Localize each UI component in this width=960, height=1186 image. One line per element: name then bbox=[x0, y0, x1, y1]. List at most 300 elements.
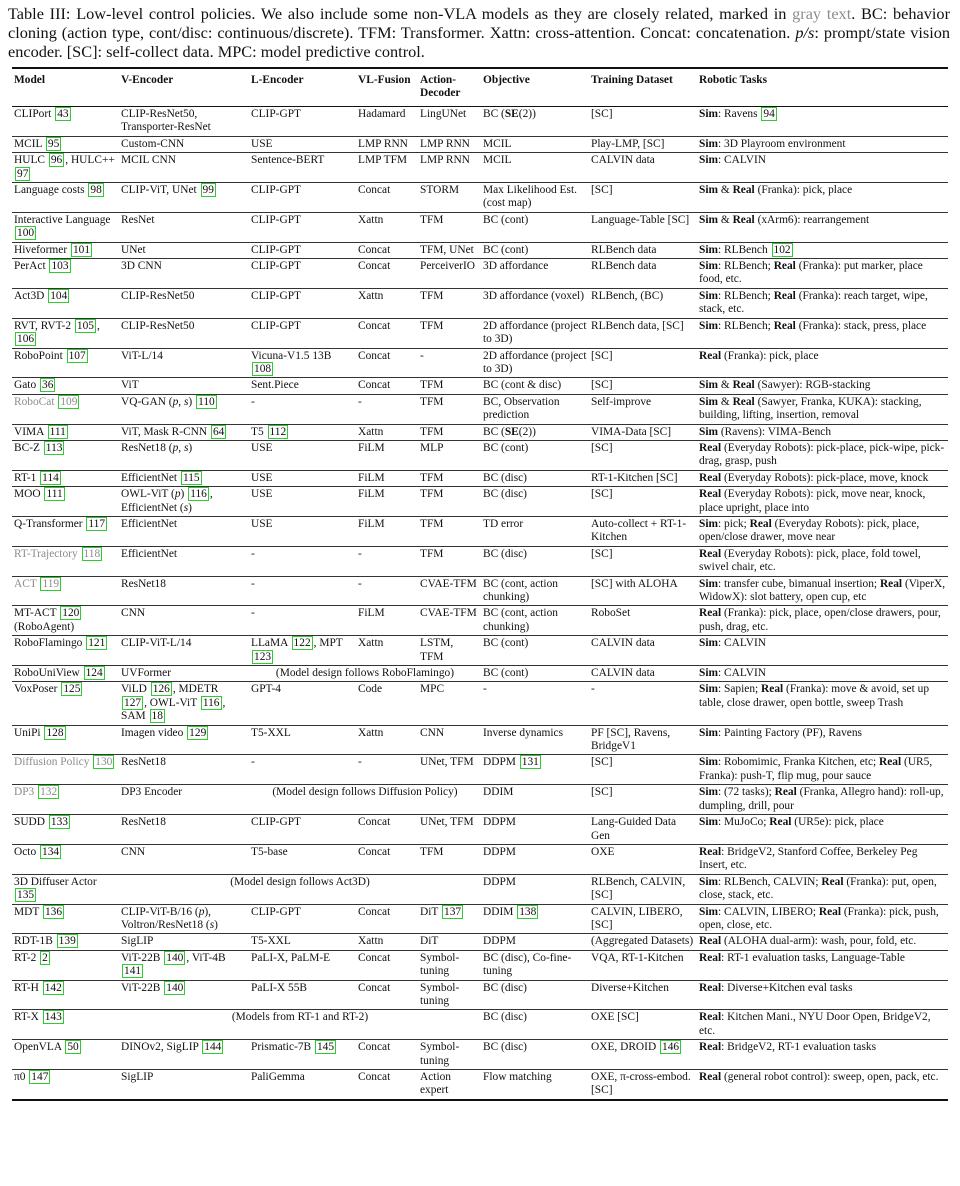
cell-l-encoder: T5-XXL bbox=[251, 726, 291, 739]
cell-model: VIMA 111 bbox=[14, 425, 66, 438]
cell-model: RDT-1B 139 bbox=[14, 935, 76, 948]
cell-v-encoder: Imagen video 129 bbox=[121, 726, 207, 739]
cell-model: RT-Trajectory 118 bbox=[14, 547, 101, 560]
cell-action-decoder: LMP RNN bbox=[420, 154, 470, 167]
cell-action-decoder: CNN bbox=[420, 726, 445, 739]
table-row bbox=[12, 815, 948, 845]
cell-objective: 2D affordance (project to 3D) bbox=[483, 349, 587, 375]
cell-objective: DDIM bbox=[483, 786, 514, 799]
table-row bbox=[12, 950, 948, 980]
cell-model: MCIL 95 bbox=[14, 137, 60, 150]
cell-action-decoder: DiT bbox=[420, 935, 439, 948]
cell-training-dataset: [SC] bbox=[591, 547, 613, 560]
cell-robotic-tasks: Real: Diverse+Kitchen eval tasks bbox=[699, 981, 853, 994]
cell-model: Q-Transformer 117 bbox=[14, 517, 106, 530]
cell-training-dataset: PF [SC], Ravens, BridgeV1 bbox=[591, 726, 671, 753]
cell-vl-fusion: FiLM bbox=[358, 471, 385, 484]
cell-action-decoder: TFM bbox=[420, 379, 444, 392]
cell-v-encoder: CLIP-ViT-B/16 (p), Voltron/ResNet18 (s) bbox=[121, 905, 218, 931]
cell-l-encoder: - bbox=[251, 756, 255, 769]
cell-action-decoder: CVAE-TFM bbox=[420, 577, 477, 590]
cell-robotic-tasks: Sim: transfer cube, bimanual insertion; Real (ViperX, WidowX): slot battery, open cup, etc bbox=[699, 577, 946, 603]
table-row bbox=[12, 242, 948, 258]
cell-l-encoder: T5 112 bbox=[251, 425, 287, 438]
caption-ps: p/s bbox=[795, 23, 815, 42]
table-row bbox=[12, 107, 948, 137]
cell-v-encoder: OWL-ViT (p) 116 , EfficientNet (s) bbox=[121, 488, 213, 514]
table-row bbox=[12, 516, 948, 546]
cell-action-decoder: LMP RNN bbox=[420, 137, 470, 150]
cell-vl-fusion: Xattn bbox=[358, 637, 384, 650]
cell-model: SUDD 133 bbox=[14, 816, 68, 829]
cell-model: RoboCat 109 bbox=[14, 395, 78, 408]
cell-vl-fusion: FiLM bbox=[358, 488, 385, 501]
cell-v-encoder: ResNet18 bbox=[121, 756, 166, 769]
cell-objective: BC (cont) bbox=[483, 441, 529, 454]
cell-vl-fusion: Concat bbox=[358, 260, 391, 273]
cell-training-dataset: Play-LMP, [SC] bbox=[591, 137, 665, 150]
cell-training-dataset: Language-Table [SC] bbox=[591, 213, 690, 226]
cell-model: RoboPoint 107 bbox=[14, 349, 86, 362]
cell-training-dataset: CALVIN data bbox=[591, 667, 655, 680]
cell-action-decoder: TFM bbox=[420, 213, 444, 226]
cell-training-dataset: RLBench, CALVIN, [SC] bbox=[591, 875, 686, 902]
cell-model: RVT, RVT-2 105 , 106 bbox=[14, 319, 100, 346]
cell-objective: Inverse dynamics bbox=[483, 726, 564, 739]
cell-v-encoder: ViT-22B 140 bbox=[121, 981, 184, 994]
cell-training-dataset: [SC] bbox=[591, 786, 613, 799]
cell-robotic-tasks: Real: RT-1 evaluation tasks, Language-Table bbox=[699, 951, 905, 964]
cell-training-dataset: [SC] bbox=[591, 756, 613, 769]
cell-design-note: (Model design follows Act3D) bbox=[230, 875, 370, 888]
cell-model: Interactive Language 100 bbox=[14, 213, 111, 240]
cell-model: ACT 119 bbox=[14, 577, 60, 590]
cell-l-encoder: Prismatic-7B 145 bbox=[251, 1041, 335, 1054]
table-row bbox=[12, 934, 948, 950]
cell-vl-fusion: Concat bbox=[358, 1071, 391, 1083]
cell-vl-fusion: FiLM bbox=[358, 607, 385, 620]
cell-training-dataset: CALVIN data bbox=[591, 637, 655, 650]
cell-v-encoder: CLIP-ViT-L/14 bbox=[121, 637, 192, 650]
cell-action-decoder: Symbol-tuning bbox=[420, 1041, 460, 1067]
cell-model: CLIPort 43 bbox=[14, 108, 69, 120]
cell-training-dataset: VQA, RT-1-Kitchen bbox=[591, 951, 684, 964]
cell-v-encoder: ViT, Mask R-CNN 64 bbox=[121, 425, 225, 438]
cell-vl-fusion: Concat bbox=[358, 243, 391, 256]
cell-action-decoder: UNet, TFM bbox=[420, 756, 474, 769]
cell-robotic-tasks: Sim: CALVIN bbox=[699, 154, 766, 167]
table-caption: Table III: Low-level control policies. We also include some non-VLA models as they are closely related, marked in gray text. BC: behavior cloning (action type, cont/disc: continuous/discrete). TFM: Transformer. Xattn: cross-attention. Concat: concatenation. p/s: prompt/state vision encoder. [SC]: self-collect data. MPC: model predictive control. bbox=[8, 4, 951, 61]
cell-objective: DDPM bbox=[483, 816, 516, 829]
cell-v-encoder: EfficientNet 115 bbox=[121, 471, 200, 484]
cell-training-dataset: OXE, DROID 146 bbox=[591, 1041, 680, 1054]
cell-objective: BC (SE(2)) bbox=[483, 108, 536, 120]
table-row bbox=[12, 212, 948, 242]
cell-v-encoder: SigLIP bbox=[121, 1071, 154, 1083]
cell-training-dataset: [SC] bbox=[591, 108, 613, 120]
cell-training-dataset: [SC] bbox=[591, 349, 613, 362]
cell-robotic-tasks: Sim: MuJoCo; Real (UR5e): pick, place bbox=[699, 816, 884, 829]
cell-l-encoder: T5-base bbox=[251, 845, 288, 858]
cell-l-encoder: USE bbox=[251, 488, 273, 501]
table-row bbox=[12, 470, 948, 486]
cell-robotic-tasks: Sim: Painting Factory (PF), Ravens bbox=[699, 726, 862, 739]
cell-model: Diffusion Policy 130 bbox=[14, 756, 113, 769]
cell-action-decoder: TFM bbox=[420, 488, 444, 501]
table-row bbox=[12, 136, 948, 152]
cell-training-dataset: [SC] bbox=[591, 488, 613, 501]
table-row bbox=[12, 980, 948, 1010]
cell-objective: 3D affordance bbox=[483, 260, 549, 273]
cell-objective: BC (disc) bbox=[483, 471, 527, 484]
cell-vl-fusion: LMP TFM bbox=[358, 154, 408, 167]
cell-vl-fusion: LMP RNN bbox=[358, 137, 408, 150]
table-row bbox=[12, 874, 948, 904]
cell-objective: BC (cont, action chunking) bbox=[483, 607, 558, 633]
cell-v-encoder: Custom-CNN bbox=[121, 137, 185, 150]
cell-robotic-tasks: Sim (Ravens): VIMA-Bench bbox=[699, 425, 832, 438]
cell-objective: BC (cont) bbox=[483, 243, 529, 256]
cell-training-dataset: RLBench data, [SC] bbox=[591, 319, 684, 332]
table-row bbox=[12, 636, 948, 666]
table-row bbox=[12, 606, 948, 636]
cell-training-dataset: Auto-collect + RT-1-Kitchen bbox=[591, 517, 687, 544]
cell-vl-fusion: Concat bbox=[358, 184, 391, 197]
header-robotic-tasks: Robotic Tasks bbox=[699, 74, 768, 86]
cell-objective: BC (disc) bbox=[483, 488, 527, 501]
cell-v-encoder: ResNet18 bbox=[121, 577, 166, 590]
cell-training-dataset: Self-improve bbox=[591, 395, 652, 408]
table-row bbox=[12, 288, 948, 318]
cell-robotic-tasks: Sim: CALVIN, LIBERO; Real (Franka): pick, push, open, close, etc. bbox=[699, 905, 939, 931]
cell-design-note: (Models from RT-1 and RT-2) bbox=[231, 1011, 369, 1024]
cell-model: BC-Z 113 bbox=[14, 441, 63, 454]
table-row bbox=[12, 440, 948, 470]
cell-action-decoder: Symbol-tuning bbox=[420, 951, 460, 978]
cell-robotic-tasks: Real: Kitchen Mani., NYU Door Open, BridgeV2, etc. bbox=[699, 1011, 931, 1037]
table-row bbox=[12, 1040, 948, 1070]
cell-action-decoder: LSTM, TFM bbox=[420, 637, 454, 663]
cell-v-encoder: UNet bbox=[121, 243, 146, 256]
cell-v-encoder: CNN bbox=[121, 845, 146, 858]
cell-robotic-tasks: Real (Everyday Robots): pick-place, move, knock bbox=[699, 471, 929, 484]
table-row bbox=[12, 424, 948, 440]
cell-l-encoder: Sent.Piece bbox=[251, 379, 299, 392]
cell-vl-fusion: Concat bbox=[358, 379, 391, 392]
cell-v-encoder: ViT-L/14 bbox=[121, 349, 163, 362]
cell-v-encoder: ViT-22B 140 , ViT-4B 141 bbox=[121, 951, 226, 978]
cell-objective: BC (cont, action chunking) bbox=[483, 577, 558, 603]
cell-l-encoder: CLIP-GPT bbox=[251, 905, 301, 918]
cell-v-encoder: DINOv2, SigLIP 144 bbox=[121, 1041, 222, 1054]
cell-l-encoder: PaliGemma bbox=[251, 1071, 305, 1083]
header-vl-fusion: VL-Fusion bbox=[358, 74, 411, 86]
cell-robotic-tasks: Real (ALOHA dual-arm): wash, pour, fold, etc. bbox=[699, 935, 917, 948]
cell-action-decoder: - bbox=[420, 349, 424, 362]
cell-l-encoder: PaLI-X 55B bbox=[251, 981, 307, 994]
cell-vl-fusion: Xattn bbox=[358, 213, 384, 226]
cell-design-note: (Model design follows RoboFlamingo) bbox=[275, 667, 455, 680]
cell-robotic-tasks: Sim: CALVIN bbox=[699, 637, 766, 650]
cell-robotic-tasks: Sim: RLBench; Real (Franka): reach target, wipe, stack, etc. bbox=[699, 289, 928, 316]
cell-robotic-tasks: Real (Franka): pick, place, open/close drawers, pour, push, drag, etc. bbox=[699, 607, 941, 633]
cell-action-decoder: Action expert bbox=[420, 1071, 452, 1097]
cell-objective: BC (disc), Co-fine-tuning bbox=[483, 951, 572, 978]
cell-model: Act3D 104 bbox=[14, 289, 68, 302]
cell-v-encoder: 3D CNN bbox=[121, 260, 162, 273]
cell-robotic-tasks: Real (Franka): pick, place bbox=[699, 349, 819, 362]
cell-v-encoder: CLIP-ViT, UNet 99 bbox=[121, 184, 214, 197]
cell-objective: BC (disc) bbox=[483, 1011, 527, 1024]
cell-robotic-tasks: Sim & Real (Sawyer): RGB-stacking bbox=[699, 379, 871, 392]
cell-l-encoder: PaLI-X, PaLM-E bbox=[251, 951, 331, 964]
cell-training-dataset: (Aggregated Datasets) bbox=[591, 935, 694, 948]
cell-training-dataset: RLBench data bbox=[591, 243, 657, 256]
cell-vl-fusion: Xattn bbox=[358, 935, 384, 948]
table-row bbox=[12, 666, 948, 682]
cell-objective: BC, Observation prediction bbox=[483, 395, 560, 422]
cell-v-encoder: CNN bbox=[121, 607, 146, 620]
cell-objective: Flow matching bbox=[483, 1071, 552, 1083]
table-row bbox=[12, 183, 948, 213]
low-level-control-table bbox=[12, 67, 948, 1101]
cell-robotic-tasks: Real (Everyday Robots): pick, place, fold towel, swivel chair, etc. bbox=[699, 547, 921, 574]
cell-vl-fusion: - bbox=[358, 756, 362, 769]
cell-action-decoder: TFM bbox=[420, 395, 444, 408]
cell-objective: BC (cont) bbox=[483, 667, 529, 680]
cell-training-dataset: RT-1-Kitchen [SC] bbox=[591, 471, 678, 484]
cell-robotic-tasks: Sim: RLBench, CALVIN; Real (Franka): put, open, close, stack, etc. bbox=[699, 875, 937, 902]
cell-robotic-tasks: Real: BridgeV2, Stanford Coffee, Berkeley Peg Insert, etc. bbox=[699, 845, 918, 872]
cell-action-decoder: TFM bbox=[420, 319, 444, 332]
cell-v-encoder: CLIP-ResNet50 bbox=[121, 319, 195, 332]
cell-robotic-tasks: Sim: RLBench; Real (Franka): put marker, place food, etc. bbox=[699, 260, 923, 286]
cell-robotic-tasks: Sim: (72 tasks); Real (Franka, Allegro hand): roll-up, dumpling, drill, pour bbox=[699, 786, 944, 812]
header-objective: Objective bbox=[483, 74, 530, 86]
table-header-row bbox=[12, 68, 948, 107]
header-l-encoder: L-Encoder bbox=[251, 74, 304, 86]
cell-model: UniPi 128 bbox=[14, 726, 64, 739]
cell-robotic-tasks: Real (general robot control): sweep, open, pack, etc. bbox=[699, 1071, 939, 1083]
cell-action-decoder: TFM bbox=[420, 471, 444, 484]
cell-vl-fusion: Xattn bbox=[358, 289, 384, 302]
cell-objective: DDPM 131 bbox=[483, 756, 539, 769]
table-row bbox=[12, 904, 948, 934]
cell-robotic-tasks: Sim: CALVIN bbox=[699, 667, 766, 680]
cell-objective: DDPM bbox=[483, 935, 516, 948]
cell-objective: BC (cont & disc) bbox=[483, 379, 562, 392]
cell-v-encoder: EfficientNet bbox=[121, 547, 178, 560]
table-row bbox=[12, 576, 948, 606]
cell-robotic-tasks: Sim & Real (Franka): pick, place bbox=[699, 184, 853, 197]
cell-l-encoder: USE bbox=[251, 441, 273, 454]
table-row bbox=[12, 1010, 948, 1040]
cell-model: MDT 136 bbox=[14, 905, 63, 918]
cell-vl-fusion: Xattn bbox=[358, 425, 384, 438]
cell-vl-fusion: - bbox=[358, 395, 362, 408]
cell-vl-fusion: Concat bbox=[358, 905, 391, 918]
cell-model: RoboFlamingo 121 bbox=[14, 637, 106, 650]
cell-l-encoder: GPT-4 bbox=[251, 683, 281, 696]
cell-v-encoder: ViLD 126 , MDETR 127 , OWL-ViT 116 , SAM 18 bbox=[121, 683, 226, 723]
cell-objective: MCIL bbox=[483, 137, 512, 150]
cell-v-encoder: MCIL CNN bbox=[121, 154, 176, 167]
cell-vl-fusion: Hadamard bbox=[358, 108, 406, 120]
cell-action-decoder: UNet, TFM bbox=[420, 816, 474, 829]
cell-l-encoder: - bbox=[251, 395, 255, 408]
cell-action-decoder: PerceiverIO bbox=[420, 260, 476, 273]
table-row bbox=[12, 785, 948, 815]
table-row bbox=[12, 153, 948, 183]
cell-v-encoder: ViT bbox=[121, 379, 139, 392]
cell-vl-fusion: Concat bbox=[358, 349, 391, 362]
cell-robotic-tasks: Sim: Sapien; Real (Franka): move & avoid, set up table, close drawer, open bottle, sweep Trash bbox=[699, 683, 930, 709]
header-v-encoder: V-Encoder bbox=[121, 74, 174, 86]
cell-v-encoder: EfficientNet bbox=[121, 517, 178, 530]
cell-action-decoder: DiT 137 bbox=[420, 905, 462, 918]
cell-model: Gato 36 bbox=[14, 379, 54, 392]
cell-training-dataset: RLBench, (BC) bbox=[591, 289, 664, 302]
cell-objective: BC (disc) bbox=[483, 981, 527, 994]
cell-action-decoder: TFM bbox=[420, 425, 444, 438]
cell-v-encoder: UVFormer bbox=[121, 667, 171, 680]
table-row bbox=[12, 378, 948, 394]
cell-model: RT-H 142 bbox=[14, 981, 62, 994]
cell-l-encoder: - bbox=[251, 577, 255, 590]
table-row bbox=[12, 725, 948, 755]
cell-l-encoder: - bbox=[251, 607, 255, 620]
cell-action-decoder: MLP bbox=[420, 441, 444, 454]
cell-robotic-tasks: Sim: Ravens 94 bbox=[699, 108, 775, 120]
cell-design-note: (Model design follows Diffusion Policy) bbox=[272, 786, 458, 799]
cell-model: HULC 96 , HULC++ 97 bbox=[14, 154, 115, 180]
cell-training-dataset: [SC] bbox=[591, 184, 613, 197]
cell-training-dataset: [SC] bbox=[591, 379, 613, 392]
cell-vl-fusion: Xattn bbox=[358, 726, 384, 739]
cell-vl-fusion: Concat bbox=[358, 1041, 391, 1054]
cell-objective: Max Likelihood Est. (cost map) bbox=[483, 184, 577, 210]
cell-vl-fusion: Concat bbox=[358, 951, 391, 964]
cell-objective: TD error bbox=[483, 517, 524, 530]
cell-v-encoder: CLIP-ResNet50, Transporter-ResNet bbox=[121, 108, 211, 134]
cell-action-decoder: TFM bbox=[420, 547, 444, 560]
cell-robotic-tasks: Sim: RLBench 102 bbox=[699, 243, 791, 256]
cell-model: RoboUniView 124 bbox=[14, 667, 103, 680]
cell-l-encoder: CLIP-GPT bbox=[251, 816, 301, 829]
cell-vl-fusion: - bbox=[358, 577, 362, 590]
header-training-dataset: Training Dataset bbox=[591, 74, 673, 86]
table-row bbox=[12, 259, 948, 289]
table-row bbox=[12, 394, 948, 424]
cell-action-decoder: STORM bbox=[420, 184, 460, 197]
cell-action-decoder: LingUNet bbox=[420, 108, 467, 120]
cell-objective: BC (cont) bbox=[483, 637, 529, 650]
cell-model: VoxPoser 125 bbox=[14, 683, 81, 696]
cell-objective: DDPM bbox=[483, 875, 516, 888]
cell-l-encoder: CLIP-GPT bbox=[251, 243, 301, 256]
table-row bbox=[12, 546, 948, 576]
cell-action-decoder: TFM bbox=[420, 289, 444, 302]
cell-v-encoder: SigLIP bbox=[121, 935, 154, 948]
cell-model: MT-ACT 120 (RoboAgent) bbox=[14, 607, 80, 633]
cell-action-decoder: TFM bbox=[420, 845, 444, 858]
cell-l-encoder: CLIP-GPT bbox=[251, 108, 301, 120]
cell-model: π0 147 bbox=[14, 1071, 49, 1083]
cell-v-encoder: ResNet bbox=[121, 213, 155, 226]
cell-robotic-tasks: Sim: pick; Real (Everyday Robots): pick, place, open/close drawer, move near bbox=[699, 517, 920, 544]
table-row bbox=[12, 682, 948, 725]
cell-model: RT-X 143 bbox=[14, 1011, 62, 1024]
cell-training-dataset: Lang-Guided Data Gen bbox=[591, 816, 677, 842]
cell-vl-fusion: Concat bbox=[358, 816, 391, 829]
table-row bbox=[12, 844, 948, 874]
cell-vl-fusion: Concat bbox=[358, 845, 391, 858]
cell-l-encoder: USE bbox=[251, 137, 273, 150]
cell-training-dataset: CALVIN, LIBERO, [SC] bbox=[591, 905, 683, 931]
cell-model: MOO 111 bbox=[14, 488, 63, 501]
cell-training-dataset: RoboSet bbox=[591, 607, 631, 620]
cell-l-encoder: Vicuna-V1.5 13B 108 bbox=[251, 349, 332, 375]
cell-action-decoder: TFM, UNet bbox=[420, 243, 474, 256]
cell-robotic-tasks: Sim: 3D Playroom environment bbox=[699, 137, 846, 150]
cell-objective: MCIL bbox=[483, 154, 512, 167]
cell-l-encoder: CLIP-GPT bbox=[251, 289, 301, 302]
cell-training-dataset: CALVIN data bbox=[591, 154, 655, 167]
cell-l-encoder: USE bbox=[251, 471, 273, 484]
cell-l-encoder: LLaMA 122 , MPT 123 bbox=[251, 637, 343, 663]
cell-training-dataset: OXE [SC] bbox=[591, 1011, 639, 1024]
cell-v-encoder: ResNet18 (p, s) bbox=[121, 441, 193, 454]
cell-l-encoder: CLIP-GPT bbox=[251, 319, 301, 332]
cell-training-dataset: OXE bbox=[591, 845, 615, 858]
cell-l-encoder: Sentence-BERT bbox=[251, 154, 325, 167]
cell-training-dataset: VIMA-Data [SC] bbox=[591, 425, 672, 438]
cell-objective: 3D affordance (voxel) bbox=[483, 289, 584, 302]
caption-gray-text: gray text bbox=[792, 4, 852, 23]
table-row bbox=[12, 487, 948, 517]
cell-objective: BC (disc) bbox=[483, 547, 527, 560]
cell-objective: BC (SE(2)) bbox=[483, 425, 536, 438]
cell-training-dataset: - bbox=[591, 683, 595, 696]
cell-l-encoder: - bbox=[251, 547, 255, 560]
cell-l-encoder: CLIP-GPT bbox=[251, 260, 301, 273]
cell-l-encoder: T5-XXL bbox=[251, 935, 291, 948]
cell-training-dataset: OXE, π-cross-embod. [SC] bbox=[591, 1071, 691, 1097]
header-action-decoder: Action-Decoder bbox=[420, 74, 461, 100]
cell-model: DP3 132 bbox=[14, 786, 58, 799]
cell-v-encoder: ResNet18 bbox=[121, 816, 166, 829]
cell-robotic-tasks: Real: BridgeV2, RT-1 evaluation tasks bbox=[699, 1041, 877, 1054]
cell-l-encoder: CLIP-GPT bbox=[251, 213, 301, 226]
table-row bbox=[12, 318, 948, 348]
cell-action-decoder: TFM bbox=[420, 517, 444, 530]
cell-model: 3D Diffuser Actor 135 bbox=[14, 875, 97, 902]
cell-vl-fusion: FiLM bbox=[358, 517, 385, 530]
cell-vl-fusion: Concat bbox=[358, 319, 391, 332]
cell-model: Hiveformer 101 bbox=[14, 243, 91, 256]
cell-robotic-tasks: Sim: RLBench; Real (Franka): stack, press, place bbox=[699, 319, 927, 332]
cell-objective: 2D affordance (project to 3D) bbox=[483, 319, 587, 346]
cell-robotic-tasks: Real (Everyday Robots): pick-place, pick-wipe, pick-drag, grasp, push bbox=[699, 441, 945, 468]
cell-vl-fusion: Concat bbox=[358, 981, 391, 994]
cell-l-encoder: USE bbox=[251, 517, 273, 530]
header-model: Model bbox=[14, 74, 46, 86]
cell-training-dataset: Diverse+Kitchen bbox=[591, 981, 669, 994]
cell-v-encoder: VQ-GAN (p, s) 110 bbox=[121, 395, 215, 408]
cell-model: Language costs 98 bbox=[14, 184, 102, 197]
cell-training-dataset: RLBench data bbox=[591, 260, 657, 273]
cell-robotic-tasks: Sim & Real (Sawyer, Franka, KUKA): stacking, building, lifting, insertion, removal bbox=[699, 395, 922, 422]
